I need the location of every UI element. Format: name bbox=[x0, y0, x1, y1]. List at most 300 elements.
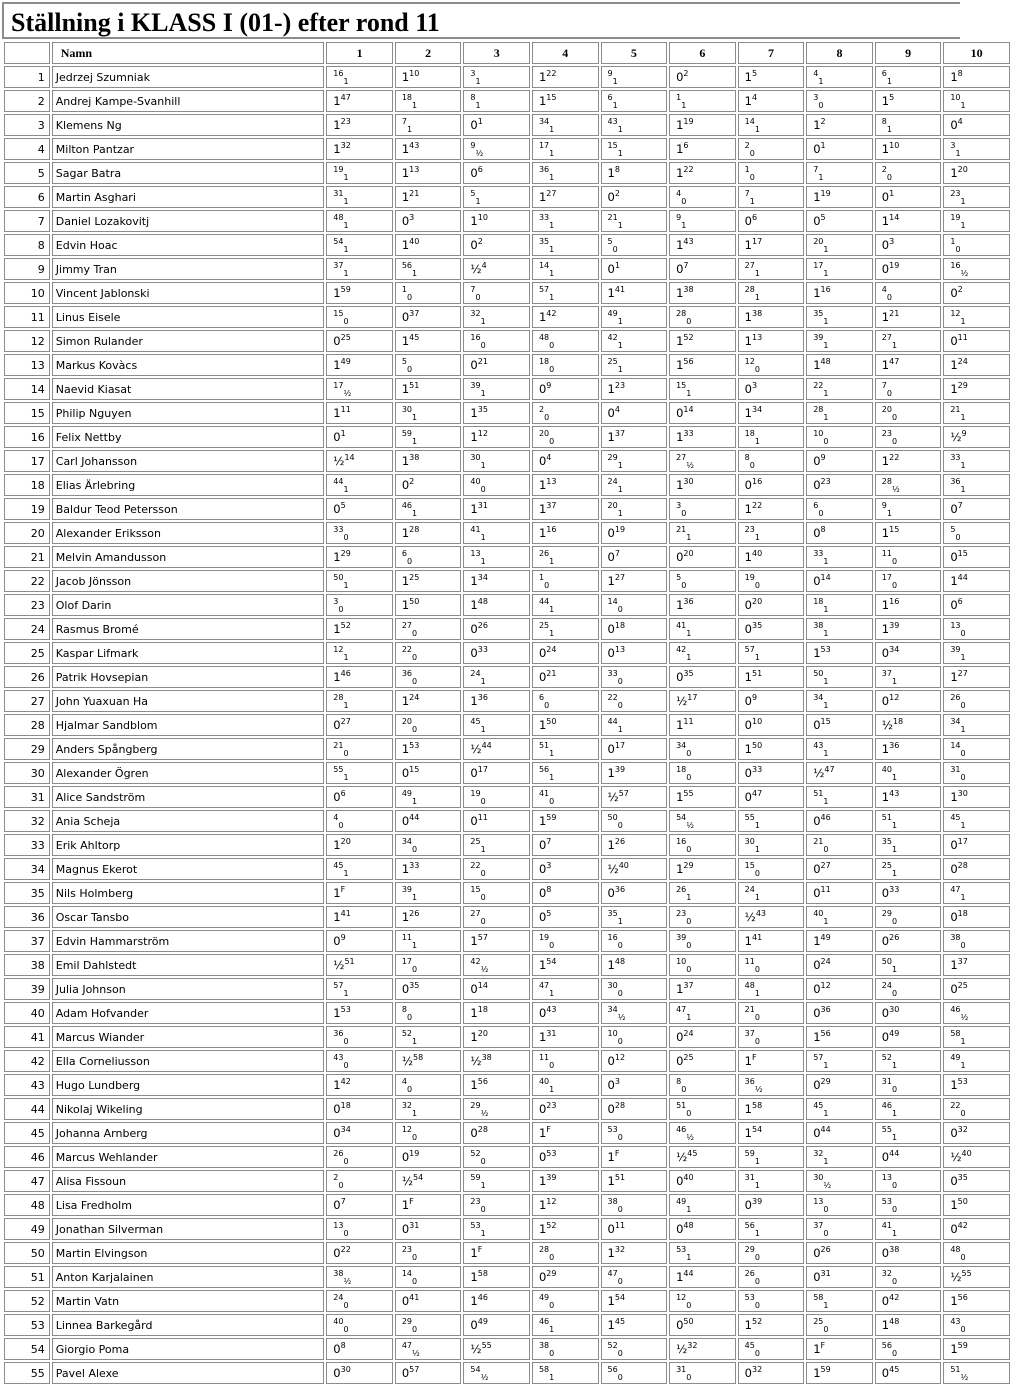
opponent-number: 10 bbox=[409, 69, 420, 78]
pre-score: 0 bbox=[676, 550, 684, 564]
game-cell bbox=[326, 714, 393, 736]
game-cell bbox=[806, 762, 873, 784]
opponent-number: 51 bbox=[881, 813, 892, 822]
rank-cell: 55 bbox=[4, 1362, 50, 1384]
post-score: ½ bbox=[480, 965, 489, 974]
opponent-number: 19 bbox=[470, 789, 481, 798]
game-cell bbox=[943, 1026, 1010, 1048]
opponent-number: 14 bbox=[607, 597, 618, 606]
game-cell bbox=[806, 258, 873, 280]
opponent-number: 44 bbox=[820, 1125, 831, 1134]
opponent-number: 14 bbox=[401, 1269, 413, 1278]
post-score: 1 bbox=[549, 989, 555, 998]
opponent-number: 38 bbox=[813, 621, 824, 630]
post-score: 0 bbox=[754, 1013, 760, 1022]
game-cell bbox=[875, 1266, 942, 1288]
post-score: 0 bbox=[960, 1325, 966, 1334]
opponent-number: 19 bbox=[683, 117, 694, 126]
game-cell bbox=[463, 690, 530, 712]
game-cell bbox=[875, 834, 942, 856]
game-cell bbox=[738, 882, 805, 904]
standings-table bbox=[2, 40, 1012, 1386]
opponent-number: 12 bbox=[950, 309, 961, 318]
pre-score: 0 bbox=[401, 1222, 410, 1236]
pre-score: 0 bbox=[538, 1006, 547, 1020]
opponent-number: 42 bbox=[546, 309, 557, 318]
game-cell bbox=[601, 762, 668, 784]
pre-score: 1 bbox=[607, 1246, 615, 1260]
player-name: Jedrzej Szumniak bbox=[52, 66, 325, 88]
opponent-number: 8 bbox=[957, 69, 963, 78]
post-score: 0 bbox=[686, 941, 692, 950]
game-cell bbox=[738, 258, 805, 280]
title-box bbox=[2, 2, 960, 39]
pre-score: 0 bbox=[950, 1222, 958, 1236]
game-cell bbox=[669, 1074, 736, 1096]
game-cell bbox=[532, 378, 599, 400]
opponent-number: 29 bbox=[820, 1077, 831, 1086]
game-cell bbox=[326, 594, 393, 616]
post-score: 0 bbox=[754, 869, 760, 878]
game-cell bbox=[875, 738, 942, 760]
game-cell bbox=[738, 570, 805, 592]
pre-score: 1 bbox=[401, 1198, 410, 1212]
opponent-number: 11 bbox=[340, 405, 351, 414]
table-row bbox=[4, 906, 1010, 928]
player-name: Alexander Ögren bbox=[52, 762, 325, 784]
pre-score: 1 bbox=[881, 598, 890, 612]
pre-score: 1 bbox=[470, 1030, 478, 1044]
game-cell bbox=[943, 1218, 1010, 1240]
game-cell bbox=[669, 234, 736, 256]
pre-score: 1 bbox=[881, 790, 890, 804]
game-cell bbox=[463, 162, 530, 184]
game-cell bbox=[463, 1290, 530, 1312]
game-cell bbox=[326, 762, 393, 784]
opponent-number: 58 bbox=[950, 1029, 961, 1038]
pre-score: 0 bbox=[470, 358, 478, 372]
game-cell bbox=[669, 1122, 736, 1144]
opponent-number: 33 bbox=[751, 765, 763, 774]
opponent-number: 55 bbox=[481, 1341, 492, 1350]
post-score: 1 bbox=[412, 941, 418, 950]
player-name: Hjalmar Sandblom bbox=[52, 714, 325, 736]
opponent-number: 46 bbox=[676, 1125, 687, 1134]
game-cell bbox=[395, 1266, 462, 1288]
pre-score: 1 bbox=[401, 382, 410, 396]
game-cell bbox=[601, 978, 668, 1000]
post-score: 1 bbox=[681, 101, 687, 110]
post-score: 0 bbox=[686, 917, 692, 926]
opponent-number: 26 bbox=[538, 549, 550, 558]
opponent-number: 22 bbox=[889, 453, 900, 462]
player-name: Adam Hofvander bbox=[52, 1002, 325, 1024]
pre-score: 0 bbox=[470, 814, 478, 828]
post-score: 0 bbox=[749, 149, 755, 158]
game-cell bbox=[806, 66, 873, 88]
post-score: 1 bbox=[549, 221, 555, 230]
pre-score: 1 bbox=[744, 934, 752, 948]
opponent-number: 25 bbox=[607, 357, 618, 366]
pre-score: 1 bbox=[813, 286, 821, 300]
game-cell bbox=[806, 1098, 873, 1120]
game-cell bbox=[875, 882, 942, 904]
pre-score: 1 bbox=[470, 1006, 478, 1020]
pre-score: 0 bbox=[950, 1174, 958, 1188]
opponent-number: 34 bbox=[607, 1005, 618, 1014]
pre-score: 1 bbox=[676, 862, 684, 876]
opponent-number: 19 bbox=[950, 213, 961, 222]
player-name: Magnus Ekerot bbox=[52, 858, 325, 880]
opponent-number: 11 bbox=[957, 333, 968, 342]
game-cell bbox=[738, 1242, 805, 1264]
rank-cell: 1 bbox=[4, 66, 50, 88]
post-score: 1 bbox=[549, 1085, 555, 1094]
game-cell bbox=[601, 810, 668, 832]
game-cell bbox=[806, 1338, 873, 1360]
game-cell bbox=[326, 618, 393, 640]
opponent-number: 28 bbox=[744, 285, 755, 294]
opponent-number: 4 bbox=[881, 285, 887, 294]
opponent-number: 3 bbox=[889, 237, 895, 246]
opponent-number: 22 bbox=[401, 645, 413, 654]
game-cell bbox=[806, 378, 873, 400]
opponent-number: 38 bbox=[683, 285, 694, 294]
game-cell bbox=[943, 594, 1010, 616]
post-score: 1 bbox=[891, 965, 898, 974]
pre-score: 1 bbox=[401, 142, 410, 156]
game-cell bbox=[463, 138, 530, 160]
opponent-number: 22 bbox=[683, 165, 694, 174]
game-cell bbox=[943, 498, 1010, 520]
game-cell bbox=[326, 906, 393, 928]
pre-score: 0 bbox=[744, 790, 752, 804]
post-score: 1 bbox=[891, 1061, 898, 1070]
opponent-number: 32 bbox=[751, 1365, 763, 1374]
game-cell bbox=[463, 1122, 530, 1144]
pre-score: 1 bbox=[950, 958, 958, 972]
opponent-number: 58 bbox=[477, 1269, 488, 1278]
pre-score: 0 bbox=[470, 622, 478, 636]
post-score: 0 bbox=[754, 965, 760, 974]
table-row bbox=[4, 690, 1010, 712]
post-score: 1 bbox=[549, 293, 555, 302]
pre-score: 1 bbox=[744, 94, 752, 108]
player-name: Felix Nettby bbox=[52, 426, 325, 448]
opponent-number: 1 bbox=[889, 189, 895, 198]
rank-cell: 11 bbox=[4, 306, 50, 328]
game-cell bbox=[806, 738, 873, 760]
pre-score: 1 bbox=[333, 1006, 341, 1020]
opponent-number: 33 bbox=[409, 861, 420, 870]
post-score: 0 bbox=[406, 365, 413, 374]
game-cell bbox=[395, 1338, 462, 1360]
pre-score: ½ bbox=[881, 718, 893, 732]
post-score: 0 bbox=[406, 557, 413, 566]
opponent-number: 25 bbox=[881, 861, 892, 870]
post-score: 1 bbox=[686, 629, 692, 638]
pre-score: 0 bbox=[813, 142, 821, 156]
game-cell bbox=[532, 1194, 599, 1216]
pre-score: 1 bbox=[333, 286, 341, 300]
opponent-number: 39 bbox=[546, 1173, 557, 1182]
game-cell bbox=[463, 642, 530, 664]
game-cell bbox=[326, 282, 393, 304]
game-cell bbox=[601, 1218, 668, 1240]
opponent-number: 48 bbox=[683, 1221, 694, 1230]
opponent-number: 26 bbox=[409, 909, 420, 918]
game-cell bbox=[806, 666, 873, 688]
opponent-number: 54 bbox=[614, 1293, 626, 1302]
post-score: 1 bbox=[343, 221, 349, 230]
opponent-number: 51 bbox=[344, 957, 355, 966]
game-cell bbox=[532, 1146, 599, 1168]
opponent-number: F bbox=[820, 1341, 826, 1350]
game-cell bbox=[806, 1074, 873, 1096]
opponent-number: 51 bbox=[813, 789, 824, 798]
game-cell bbox=[326, 1290, 393, 1312]
post-score: 1 bbox=[343, 269, 349, 278]
post-score: 0 bbox=[955, 245, 961, 254]
table-row bbox=[4, 666, 1010, 688]
game-cell bbox=[532, 1170, 599, 1192]
opponent-number: 23 bbox=[401, 1245, 413, 1254]
game-cell bbox=[875, 282, 942, 304]
game-cell bbox=[738, 1146, 805, 1168]
game-cell bbox=[738, 1218, 805, 1240]
table-row bbox=[4, 1266, 1010, 1288]
opponent-number: 33 bbox=[333, 525, 344, 534]
game-cell bbox=[326, 1122, 393, 1144]
opponent-number: 31 bbox=[676, 1365, 687, 1374]
game-cell bbox=[738, 810, 805, 832]
rank-cell: 13 bbox=[4, 354, 50, 376]
post-score: 1 bbox=[754, 1181, 760, 1190]
pre-score: 1 bbox=[744, 1126, 752, 1140]
opponent-number: 32 bbox=[687, 1341, 698, 1350]
game-cell bbox=[669, 858, 736, 880]
opponent-number: 48 bbox=[950, 1245, 961, 1254]
player-name: Naevid Kiasat bbox=[52, 378, 325, 400]
opponent-number: 47 bbox=[607, 1269, 618, 1278]
game-cell bbox=[943, 618, 1010, 640]
game-cell bbox=[806, 978, 873, 1000]
post-score: 1 bbox=[412, 509, 418, 518]
opponent-number: 9 bbox=[607, 69, 613, 78]
pre-score: 1 bbox=[881, 214, 890, 228]
game-cell bbox=[943, 642, 1010, 664]
game-cell bbox=[395, 1146, 462, 1168]
post-score: 1 bbox=[686, 653, 692, 662]
opponent-number: 3 bbox=[333, 597, 339, 606]
post-score: 1 bbox=[960, 821, 966, 830]
pre-score: 1 bbox=[676, 598, 684, 612]
opponent-number: 29 bbox=[683, 861, 694, 870]
opponent-number: 44 bbox=[683, 1269, 694, 1278]
game-cell bbox=[875, 450, 942, 472]
game-cell bbox=[943, 234, 1010, 256]
game-cell bbox=[875, 522, 942, 544]
post-score: 1 bbox=[549, 557, 555, 566]
opponent-number: 11 bbox=[820, 885, 831, 894]
game-cell bbox=[463, 1002, 530, 1024]
rank-cell: 37 bbox=[4, 930, 50, 952]
game-cell bbox=[875, 858, 942, 880]
game-cell bbox=[326, 474, 393, 496]
post-score: 0 bbox=[891, 437, 898, 446]
game-cell bbox=[669, 1098, 736, 1120]
game-cell bbox=[806, 1290, 873, 1312]
opponent-number: 59 bbox=[401, 429, 413, 438]
post-score: 1 bbox=[823, 701, 829, 710]
post-score: 1 bbox=[406, 125, 413, 134]
opponent-number: 43 bbox=[607, 117, 618, 126]
game-cell bbox=[875, 498, 942, 520]
game-cell bbox=[326, 1170, 393, 1192]
opponent-number: 35 bbox=[881, 837, 892, 846]
post-score: 1 bbox=[754, 437, 760, 446]
pre-score: 0 bbox=[813, 814, 821, 828]
game-cell bbox=[601, 1194, 668, 1216]
pre-score: 1 bbox=[538, 1126, 547, 1140]
pre-score: 0 bbox=[950, 286, 958, 300]
player-name: Johanna Arnberg bbox=[52, 1122, 325, 1144]
rank-cell: 51 bbox=[4, 1266, 50, 1288]
player-name: Martin Vatn bbox=[52, 1290, 325, 1312]
table-row bbox=[4, 90, 1010, 112]
post-score: 1 bbox=[475, 197, 481, 206]
rank-cell: 48 bbox=[4, 1194, 50, 1216]
opponent-number: 21 bbox=[477, 357, 488, 366]
opponent-number: 6 bbox=[881, 69, 887, 78]
game-cell bbox=[395, 354, 462, 376]
opponent-number: 21 bbox=[333, 741, 344, 750]
game-cell bbox=[875, 90, 942, 112]
opponent-number: 18 bbox=[892, 717, 904, 726]
opponent-number: 47 bbox=[401, 1341, 413, 1350]
header-round: 4 bbox=[532, 42, 599, 64]
game-cell bbox=[669, 1290, 736, 1312]
opponent-number: 24 bbox=[546, 645, 557, 654]
opponent-number: 12 bbox=[744, 357, 755, 366]
pre-score: 1 bbox=[813, 646, 821, 660]
player-name: Anders Spångberg bbox=[52, 738, 325, 760]
opponent-number: 37 bbox=[614, 429, 626, 438]
game-cell bbox=[326, 234, 393, 256]
pre-score: 1 bbox=[607, 286, 615, 300]
game-cell bbox=[806, 450, 873, 472]
game-cell bbox=[806, 714, 873, 736]
opponent-number: 21 bbox=[676, 525, 687, 534]
game-cell bbox=[669, 714, 736, 736]
game-cell bbox=[463, 282, 530, 304]
game-cell bbox=[875, 570, 942, 592]
table-row bbox=[4, 786, 1010, 808]
pre-score: 0 bbox=[813, 1078, 821, 1092]
post-score: 1 bbox=[886, 125, 892, 134]
opponent-number: 14 bbox=[344, 453, 355, 462]
game-cell bbox=[532, 690, 599, 712]
pre-score: ½ bbox=[676, 694, 688, 708]
opponent-number: 52 bbox=[470, 1149, 481, 1158]
opponent-number: 1 bbox=[538, 573, 545, 582]
pre-score: ½ bbox=[950, 430, 962, 444]
game-cell bbox=[806, 930, 873, 952]
game-cell bbox=[943, 1266, 1010, 1288]
opponent-number: F bbox=[409, 1197, 414, 1206]
game-cell bbox=[326, 258, 393, 280]
opponent-number: 11 bbox=[477, 813, 488, 822]
game-cell bbox=[463, 498, 530, 520]
pre-score: 1 bbox=[607, 1318, 615, 1332]
post-score: 0 bbox=[343, 1229, 349, 1238]
table-row bbox=[4, 498, 1010, 520]
opponent-number: 23 bbox=[546, 1101, 557, 1110]
opponent-number: 23 bbox=[820, 477, 831, 486]
game-cell bbox=[463, 570, 530, 592]
pre-score: 1 bbox=[813, 358, 821, 372]
game-cell bbox=[806, 1362, 873, 1384]
opponent-number: 16 bbox=[889, 597, 900, 606]
pre-score: 1 bbox=[333, 670, 341, 684]
game-cell bbox=[875, 186, 942, 208]
opponent-number: 28 bbox=[538, 1245, 550, 1254]
opponent-number: 34 bbox=[477, 573, 488, 582]
opponent-number: 25 bbox=[813, 1317, 824, 1326]
post-score: 0 bbox=[343, 1037, 349, 1046]
pre-score: 1 bbox=[333, 94, 341, 108]
pre-score: 0 bbox=[607, 190, 615, 204]
opponent-number: 10 bbox=[950, 93, 961, 102]
pre-score: 1 bbox=[744, 1054, 752, 1068]
opponent-number: 40 bbox=[683, 1173, 694, 1182]
rank-cell: 34 bbox=[4, 858, 50, 880]
game-cell bbox=[532, 1074, 599, 1096]
game-cell bbox=[738, 834, 805, 856]
opponent-number: 11 bbox=[614, 1221, 626, 1230]
opponent-number: 35 bbox=[538, 237, 550, 246]
game-cell bbox=[669, 522, 736, 544]
game-cell bbox=[326, 1146, 393, 1168]
game-cell bbox=[669, 258, 736, 280]
header-rank bbox=[4, 42, 50, 64]
opponent-number: 58 bbox=[413, 1053, 424, 1062]
game-cell bbox=[326, 498, 393, 520]
pre-score: 0 bbox=[744, 214, 752, 228]
opponent-number: 28 bbox=[881, 477, 892, 486]
post-score: 0 bbox=[549, 365, 555, 374]
game-cell bbox=[532, 570, 599, 592]
pre-score: 1 bbox=[333, 886, 341, 900]
opponent-number: 39 bbox=[751, 1197, 763, 1206]
pre-score: 0 bbox=[676, 1054, 684, 1068]
rank-cell: 28 bbox=[4, 714, 50, 736]
game-cell bbox=[326, 306, 393, 328]
opponent-number: 30 bbox=[340, 1365, 351, 1374]
table-row bbox=[4, 1050, 1010, 1072]
opponent-number: 20 bbox=[813, 237, 824, 246]
opponent-number: 17 bbox=[401, 957, 413, 966]
opponent-number: 33 bbox=[889, 885, 900, 894]
post-score: 1 bbox=[891, 869, 898, 878]
post-score: 0 bbox=[412, 1325, 418, 1334]
game-cell bbox=[395, 1218, 462, 1240]
opponent-number: 2 bbox=[744, 141, 750, 150]
opponent-number: 3 bbox=[546, 861, 552, 870]
pre-score: 0 bbox=[401, 1150, 410, 1164]
game-cell bbox=[601, 330, 668, 352]
pre-score: 0 bbox=[744, 1198, 752, 1212]
